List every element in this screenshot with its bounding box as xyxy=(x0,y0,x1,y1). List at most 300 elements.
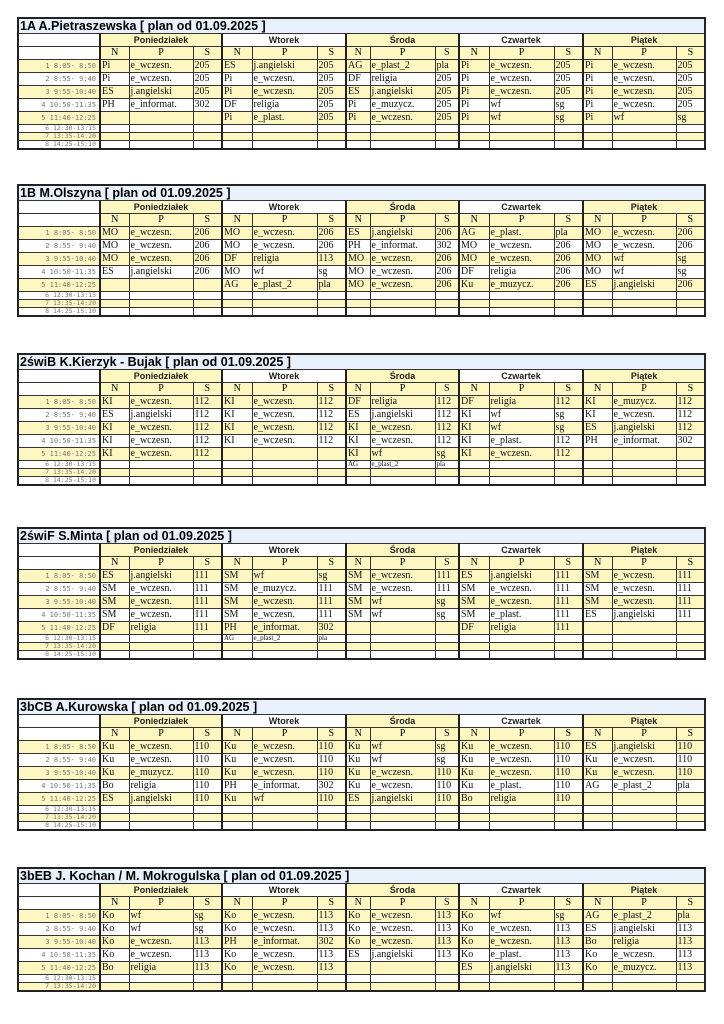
lesson-hour: 8 14:25-15:10 xyxy=(18,477,100,486)
teacher-cell: Ku xyxy=(459,279,489,292)
room-cell: 110 xyxy=(554,767,583,780)
room-cell xyxy=(676,822,705,831)
teacher-cell: KI xyxy=(346,435,370,448)
subject-cell: e_muzycz. xyxy=(370,99,435,112)
room-cell: 112 xyxy=(676,422,705,435)
teacher-cell: DF xyxy=(222,99,252,112)
teacher-cell xyxy=(222,133,252,141)
subject-cell: religia xyxy=(489,622,554,635)
subject-cell: e_wczesn. xyxy=(489,754,554,767)
subject-cell xyxy=(370,962,435,975)
room-cell: 113 xyxy=(676,962,705,975)
room-cell xyxy=(193,141,222,150)
column-header: N xyxy=(583,897,612,910)
subject-cell: e_wczesn. xyxy=(129,949,193,962)
room-cell xyxy=(317,822,346,831)
room-cell: 206 xyxy=(193,227,222,240)
subject-cell: e_wczesn. xyxy=(489,86,554,99)
lesson-row xyxy=(18,936,705,949)
subject-cell: e_muzycz. xyxy=(252,583,317,596)
subject-cell: wf xyxy=(370,754,435,767)
column-header: S xyxy=(435,214,459,227)
room-cell xyxy=(676,133,705,141)
subject-cell: e_wczesn. xyxy=(129,60,193,73)
room-cell: 110 xyxy=(676,767,705,780)
room-cell xyxy=(554,651,583,660)
class-timetable xyxy=(17,353,704,486)
lesson-row xyxy=(18,975,705,983)
room-cell xyxy=(676,292,705,300)
subject-cell: e_wczesn. xyxy=(489,240,554,253)
subject-cell: e_wczesn. xyxy=(252,754,317,767)
lesson-row xyxy=(18,60,705,73)
timetable-grid xyxy=(17,698,706,831)
lesson-hour: 8 14:25-15:10 xyxy=(18,141,100,150)
teacher-cell xyxy=(459,651,489,660)
subject-cell: e_wczesn. xyxy=(129,609,193,622)
room-cell xyxy=(435,806,459,814)
column-header: S xyxy=(317,47,346,60)
subject-cell xyxy=(129,461,193,469)
teacher-cell: KI xyxy=(583,396,612,409)
column-header: N xyxy=(346,383,370,396)
room-cell xyxy=(317,133,346,141)
teacher-cell: Ku xyxy=(222,741,252,754)
room-cell: 206 xyxy=(435,266,459,279)
subject-cell: wf xyxy=(129,910,193,923)
teacher-cell xyxy=(100,300,129,308)
subject-cell xyxy=(370,469,435,477)
teacher-cell xyxy=(459,635,489,643)
column-header: S xyxy=(193,47,222,60)
room-cell: 113 xyxy=(193,936,222,949)
teacher-cell xyxy=(100,635,129,643)
teacher-cell xyxy=(100,292,129,300)
subject-cell: e_wczesn. xyxy=(252,949,317,962)
room-cell: 110 xyxy=(554,741,583,754)
room-cell: pla xyxy=(676,910,705,923)
subject-cell xyxy=(370,292,435,300)
teacher-cell xyxy=(346,643,370,651)
room-cell: 111 xyxy=(554,583,583,596)
lesson-row xyxy=(18,227,705,240)
subject-cell: e_wczesn. xyxy=(129,936,193,949)
lesson-hour: 6 12:30-13:15 xyxy=(18,292,100,300)
room-cell xyxy=(676,308,705,317)
column-header: N xyxy=(100,897,129,910)
column-header: P xyxy=(489,897,554,910)
room-cell: pla xyxy=(317,635,346,643)
subject-cell: e_wczesn. xyxy=(612,60,676,73)
lesson-hour: 4 10:50-11:35 xyxy=(18,780,100,793)
subject-cell xyxy=(252,975,317,983)
lesson-row xyxy=(18,99,705,112)
day-header: Środa xyxy=(346,544,459,557)
room-cell: 302 xyxy=(317,780,346,793)
teacher-cell: KI xyxy=(222,422,252,435)
subject-cell xyxy=(489,461,554,469)
room-cell xyxy=(317,469,346,477)
lesson-row xyxy=(18,780,705,793)
subject-cell: religia xyxy=(489,396,554,409)
column-header: P xyxy=(370,728,435,741)
subject-cell xyxy=(612,793,676,806)
subject-cell xyxy=(489,806,554,814)
subject-cell xyxy=(252,814,317,822)
subject-cell: wf xyxy=(370,741,435,754)
subject-cell xyxy=(129,814,193,822)
subject-cell: j.angielski xyxy=(489,570,554,583)
teacher-cell: Pi xyxy=(100,60,129,73)
lesson-hour: 2 8:55- 9:40 xyxy=(18,73,100,86)
room-cell: 206 xyxy=(676,279,705,292)
teacher-cell xyxy=(459,814,489,822)
subject-cell xyxy=(489,635,554,643)
teacher-cell: SM xyxy=(346,583,370,596)
room-cell: 112 xyxy=(317,435,346,448)
room-cell: 110 xyxy=(554,780,583,793)
subject-cell xyxy=(370,983,435,992)
class-title: 3bCB A.Kurowska [ plan od 01.09.2025 ] xyxy=(18,699,705,715)
room-cell: 113 xyxy=(554,962,583,975)
subject-cell xyxy=(370,308,435,317)
subject-cell xyxy=(252,469,317,477)
teacher-cell: SM xyxy=(100,609,129,622)
subject-cell xyxy=(129,643,193,651)
teacher-cell: MO xyxy=(100,253,129,266)
subject-cell xyxy=(489,308,554,317)
subject-cell xyxy=(612,300,676,308)
column-header: P xyxy=(252,728,317,741)
day-header: Poniedziałek xyxy=(100,370,222,383)
subject-cell: e_wczesn. xyxy=(370,936,435,949)
day-header: Piątek xyxy=(583,201,705,214)
teacher-cell: ES xyxy=(100,409,129,422)
teacher-cell: ES xyxy=(583,422,612,435)
corner-cell xyxy=(18,214,100,227)
column-header: P xyxy=(370,47,435,60)
teacher-cell: Bo xyxy=(459,793,489,806)
lesson-hour: 1 8:05- 8:50 xyxy=(18,227,100,240)
subject-cell: e_wczesn. xyxy=(612,949,676,962)
teacher-cell: KI xyxy=(100,448,129,461)
subject-cell xyxy=(252,651,317,660)
subject-cell xyxy=(612,814,676,822)
subject-cell xyxy=(612,292,676,300)
room-cell xyxy=(676,814,705,822)
subject-cell xyxy=(612,651,676,660)
room-cell: 110 xyxy=(435,793,459,806)
column-header: P xyxy=(252,557,317,570)
room-cell xyxy=(435,643,459,651)
room-cell: 111 xyxy=(317,609,346,622)
teacher-cell xyxy=(100,279,129,292)
subject-cell: e_wczesn. xyxy=(252,435,317,448)
teacher-cell xyxy=(459,975,489,983)
room-cell: 110 xyxy=(193,754,222,767)
teacher-cell xyxy=(222,643,252,651)
corner-cell xyxy=(18,897,100,910)
column-header: S xyxy=(193,897,222,910)
room-cell xyxy=(193,461,222,469)
room-cell: 111 xyxy=(554,570,583,583)
teacher-cell: SM xyxy=(583,583,612,596)
teacher-cell: Ku xyxy=(222,793,252,806)
teacher-cell: Ko xyxy=(100,910,129,923)
teacher-cell xyxy=(100,822,129,831)
subject-cell: j.angielski xyxy=(129,266,193,279)
subject-cell: e_plast_2 xyxy=(252,635,317,643)
teacher-cell xyxy=(222,448,252,461)
lesson-hour: 5 11:40-12:25 xyxy=(18,962,100,975)
subject-cell xyxy=(252,643,317,651)
teacher-cell xyxy=(100,125,129,133)
day-header: Czwartek xyxy=(459,544,583,557)
day-header: Piątek xyxy=(583,34,705,47)
room-cell: sg xyxy=(193,923,222,936)
column-header: N xyxy=(100,728,129,741)
subject-cell: religia xyxy=(129,622,193,635)
column-header: N xyxy=(459,728,489,741)
room-cell xyxy=(317,651,346,660)
room-cell xyxy=(435,822,459,831)
subject-cell: j.angielski xyxy=(612,741,676,754)
column-header: S xyxy=(554,557,583,570)
teacher-cell: AG xyxy=(222,279,252,292)
teacher-cell: MO xyxy=(100,240,129,253)
day-header: Czwartek xyxy=(459,370,583,383)
room-cell xyxy=(193,806,222,814)
teacher-cell: Ku xyxy=(100,741,129,754)
column-header: N xyxy=(346,47,370,60)
subject-cell: religia xyxy=(129,962,193,975)
subject-cell: religia xyxy=(489,793,554,806)
lesson-hour: 6 12:30-13:15 xyxy=(18,635,100,643)
teacher-cell: Ko xyxy=(346,936,370,949)
subject-cell: wf xyxy=(370,448,435,461)
room-cell xyxy=(193,308,222,317)
day-header: Środa xyxy=(346,34,459,47)
teacher-cell: MO xyxy=(583,227,612,240)
subject-cell xyxy=(489,975,554,983)
lesson-row xyxy=(18,300,705,308)
teacher-cell xyxy=(100,477,129,486)
subject-cell xyxy=(129,300,193,308)
room-cell xyxy=(554,975,583,983)
teacher-cell xyxy=(583,975,612,983)
teacher-cell: Ku xyxy=(346,780,370,793)
teacher-cell: KI xyxy=(222,409,252,422)
room-cell xyxy=(554,308,583,317)
subject-cell: e_wczesn. xyxy=(612,73,676,86)
column-header: S xyxy=(435,47,459,60)
teacher-cell: KI xyxy=(583,409,612,422)
room-cell: 205 xyxy=(435,86,459,99)
room-cell xyxy=(435,983,459,992)
timetable-grid xyxy=(17,17,706,150)
room-cell: 113 xyxy=(317,949,346,962)
room-cell xyxy=(317,983,346,992)
teacher-cell xyxy=(346,814,370,822)
column-header: S xyxy=(435,728,459,741)
subject-cell: wf xyxy=(252,266,317,279)
subject-cell: religia xyxy=(370,73,435,86)
lesson-hour: 2 8:55- 9:40 xyxy=(18,754,100,767)
lesson-row xyxy=(18,112,705,125)
subject-cell xyxy=(252,308,317,317)
teacher-cell xyxy=(222,300,252,308)
room-cell: pla xyxy=(554,227,583,240)
subject-cell: e_wczesn. xyxy=(129,253,193,266)
room-cell: pla xyxy=(676,780,705,793)
day-header: Wtorek xyxy=(222,884,346,897)
column-header: N xyxy=(346,728,370,741)
subject-cell xyxy=(370,822,435,831)
subject-cell: e_plast_2 xyxy=(370,461,435,469)
subject-cell: wf xyxy=(612,266,676,279)
column-header: P xyxy=(129,897,193,910)
subject-cell xyxy=(612,822,676,831)
subject-cell: e_plast. xyxy=(252,112,317,125)
room-cell xyxy=(193,822,222,831)
teacher-cell: Pi xyxy=(346,112,370,125)
teacher-cell: Pi xyxy=(222,112,252,125)
lesson-hour: 7 13:35-14:20 xyxy=(18,643,100,651)
room-cell: 113 xyxy=(435,949,459,962)
day-header: Wtorek xyxy=(222,370,346,383)
column-header: S xyxy=(554,383,583,396)
room-cell xyxy=(317,975,346,983)
subject-cell xyxy=(252,125,317,133)
column-header: P xyxy=(252,214,317,227)
teacher-cell: DF xyxy=(459,396,489,409)
room-cell: sg xyxy=(554,422,583,435)
lesson-row xyxy=(18,133,705,141)
lesson-row xyxy=(18,570,705,583)
room-cell xyxy=(554,814,583,822)
timetable-grid xyxy=(17,184,706,317)
room-cell: 206 xyxy=(317,227,346,240)
room-cell: 110 xyxy=(554,754,583,767)
lesson-row xyxy=(18,435,705,448)
subject-cell: e_wczesn. xyxy=(489,583,554,596)
subject-cell: e_informat. xyxy=(252,936,317,949)
teacher-cell: ES xyxy=(346,409,370,422)
subject-cell xyxy=(489,141,554,150)
teacher-cell: Ku xyxy=(583,754,612,767)
column-header: S xyxy=(435,557,459,570)
column-header: S xyxy=(676,47,705,60)
room-cell: 110 xyxy=(317,754,346,767)
room-cell: sg xyxy=(554,99,583,112)
subject-cell xyxy=(129,651,193,660)
room-cell xyxy=(193,477,222,486)
lesson-hour: 2 8:55- 9:40 xyxy=(18,923,100,936)
lesson-row xyxy=(18,266,705,279)
room-cell: sg xyxy=(435,448,459,461)
subject-cell: e_wczesn. xyxy=(370,112,435,125)
subject-cell xyxy=(370,635,435,643)
subject-cell: j.angielski xyxy=(612,279,676,292)
teacher-cell: SM xyxy=(222,583,252,596)
room-cell xyxy=(193,983,222,992)
teacher-cell: MO xyxy=(459,253,489,266)
lesson-hour: 1 8:05- 8:50 xyxy=(18,60,100,73)
room-cell xyxy=(193,279,222,292)
teacher-cell: KI xyxy=(222,435,252,448)
subject-cell xyxy=(370,622,435,635)
room-cell: 112 xyxy=(676,409,705,422)
teacher-cell xyxy=(459,983,489,992)
teacher-cell xyxy=(346,308,370,317)
teacher-cell: SM xyxy=(222,596,252,609)
column-header: P xyxy=(489,383,554,396)
teacher-cell xyxy=(583,651,612,660)
subject-cell xyxy=(129,112,193,125)
room-cell: 112 xyxy=(317,409,346,422)
subject-cell: j.angielski xyxy=(370,409,435,422)
teacher-cell: SM xyxy=(346,609,370,622)
subject-cell xyxy=(489,125,554,133)
subject-cell xyxy=(489,983,554,992)
column-header: P xyxy=(129,728,193,741)
subject-cell: wf xyxy=(252,793,317,806)
lesson-hour: 3 9:55-10:40 xyxy=(18,86,100,99)
subject-cell xyxy=(612,448,676,461)
teacher-cell: SM xyxy=(100,596,129,609)
subject-cell: j.angielski xyxy=(612,923,676,936)
room-cell xyxy=(435,962,459,975)
room-cell: 111 xyxy=(435,570,459,583)
teacher-cell xyxy=(583,141,612,150)
column-header: S xyxy=(193,214,222,227)
teacher-cell xyxy=(459,308,489,317)
teacher-cell: AG xyxy=(583,910,612,923)
lesson-hour: 1 8:05- 8:50 xyxy=(18,570,100,583)
teacher-cell xyxy=(583,477,612,486)
room-cell: sg xyxy=(554,112,583,125)
teacher-cell: PH xyxy=(346,240,370,253)
teacher-cell: PH xyxy=(222,936,252,949)
day-header: Środa xyxy=(346,884,459,897)
teacher-cell xyxy=(346,125,370,133)
teacher-cell xyxy=(222,469,252,477)
subject-cell xyxy=(129,133,193,141)
teacher-cell: Ku xyxy=(222,767,252,780)
subject-cell xyxy=(252,141,317,150)
lesson-row xyxy=(18,240,705,253)
subject-cell: e_wczesn. xyxy=(252,923,317,936)
subject-cell: e_plast_2 xyxy=(612,780,676,793)
subject-cell: e_wczesn. xyxy=(252,962,317,975)
room-cell xyxy=(676,635,705,643)
subject-cell: e_plast. xyxy=(489,609,554,622)
subject-cell: wf xyxy=(489,409,554,422)
lesson-row xyxy=(18,409,705,422)
teacher-cell: SM xyxy=(459,596,489,609)
day-header: Wtorek xyxy=(222,34,346,47)
column-header: N xyxy=(459,47,489,60)
room-cell: 205 xyxy=(435,73,459,86)
lesson-hour: 3 9:55-10:40 xyxy=(18,422,100,435)
room-cell: 112 xyxy=(435,409,459,422)
teacher-cell xyxy=(346,962,370,975)
teacher-cell xyxy=(222,308,252,317)
room-cell: 111 xyxy=(676,609,705,622)
subject-cell: e_muzycz. xyxy=(612,396,676,409)
room-cell xyxy=(554,806,583,814)
day-header: Środa xyxy=(346,201,459,214)
